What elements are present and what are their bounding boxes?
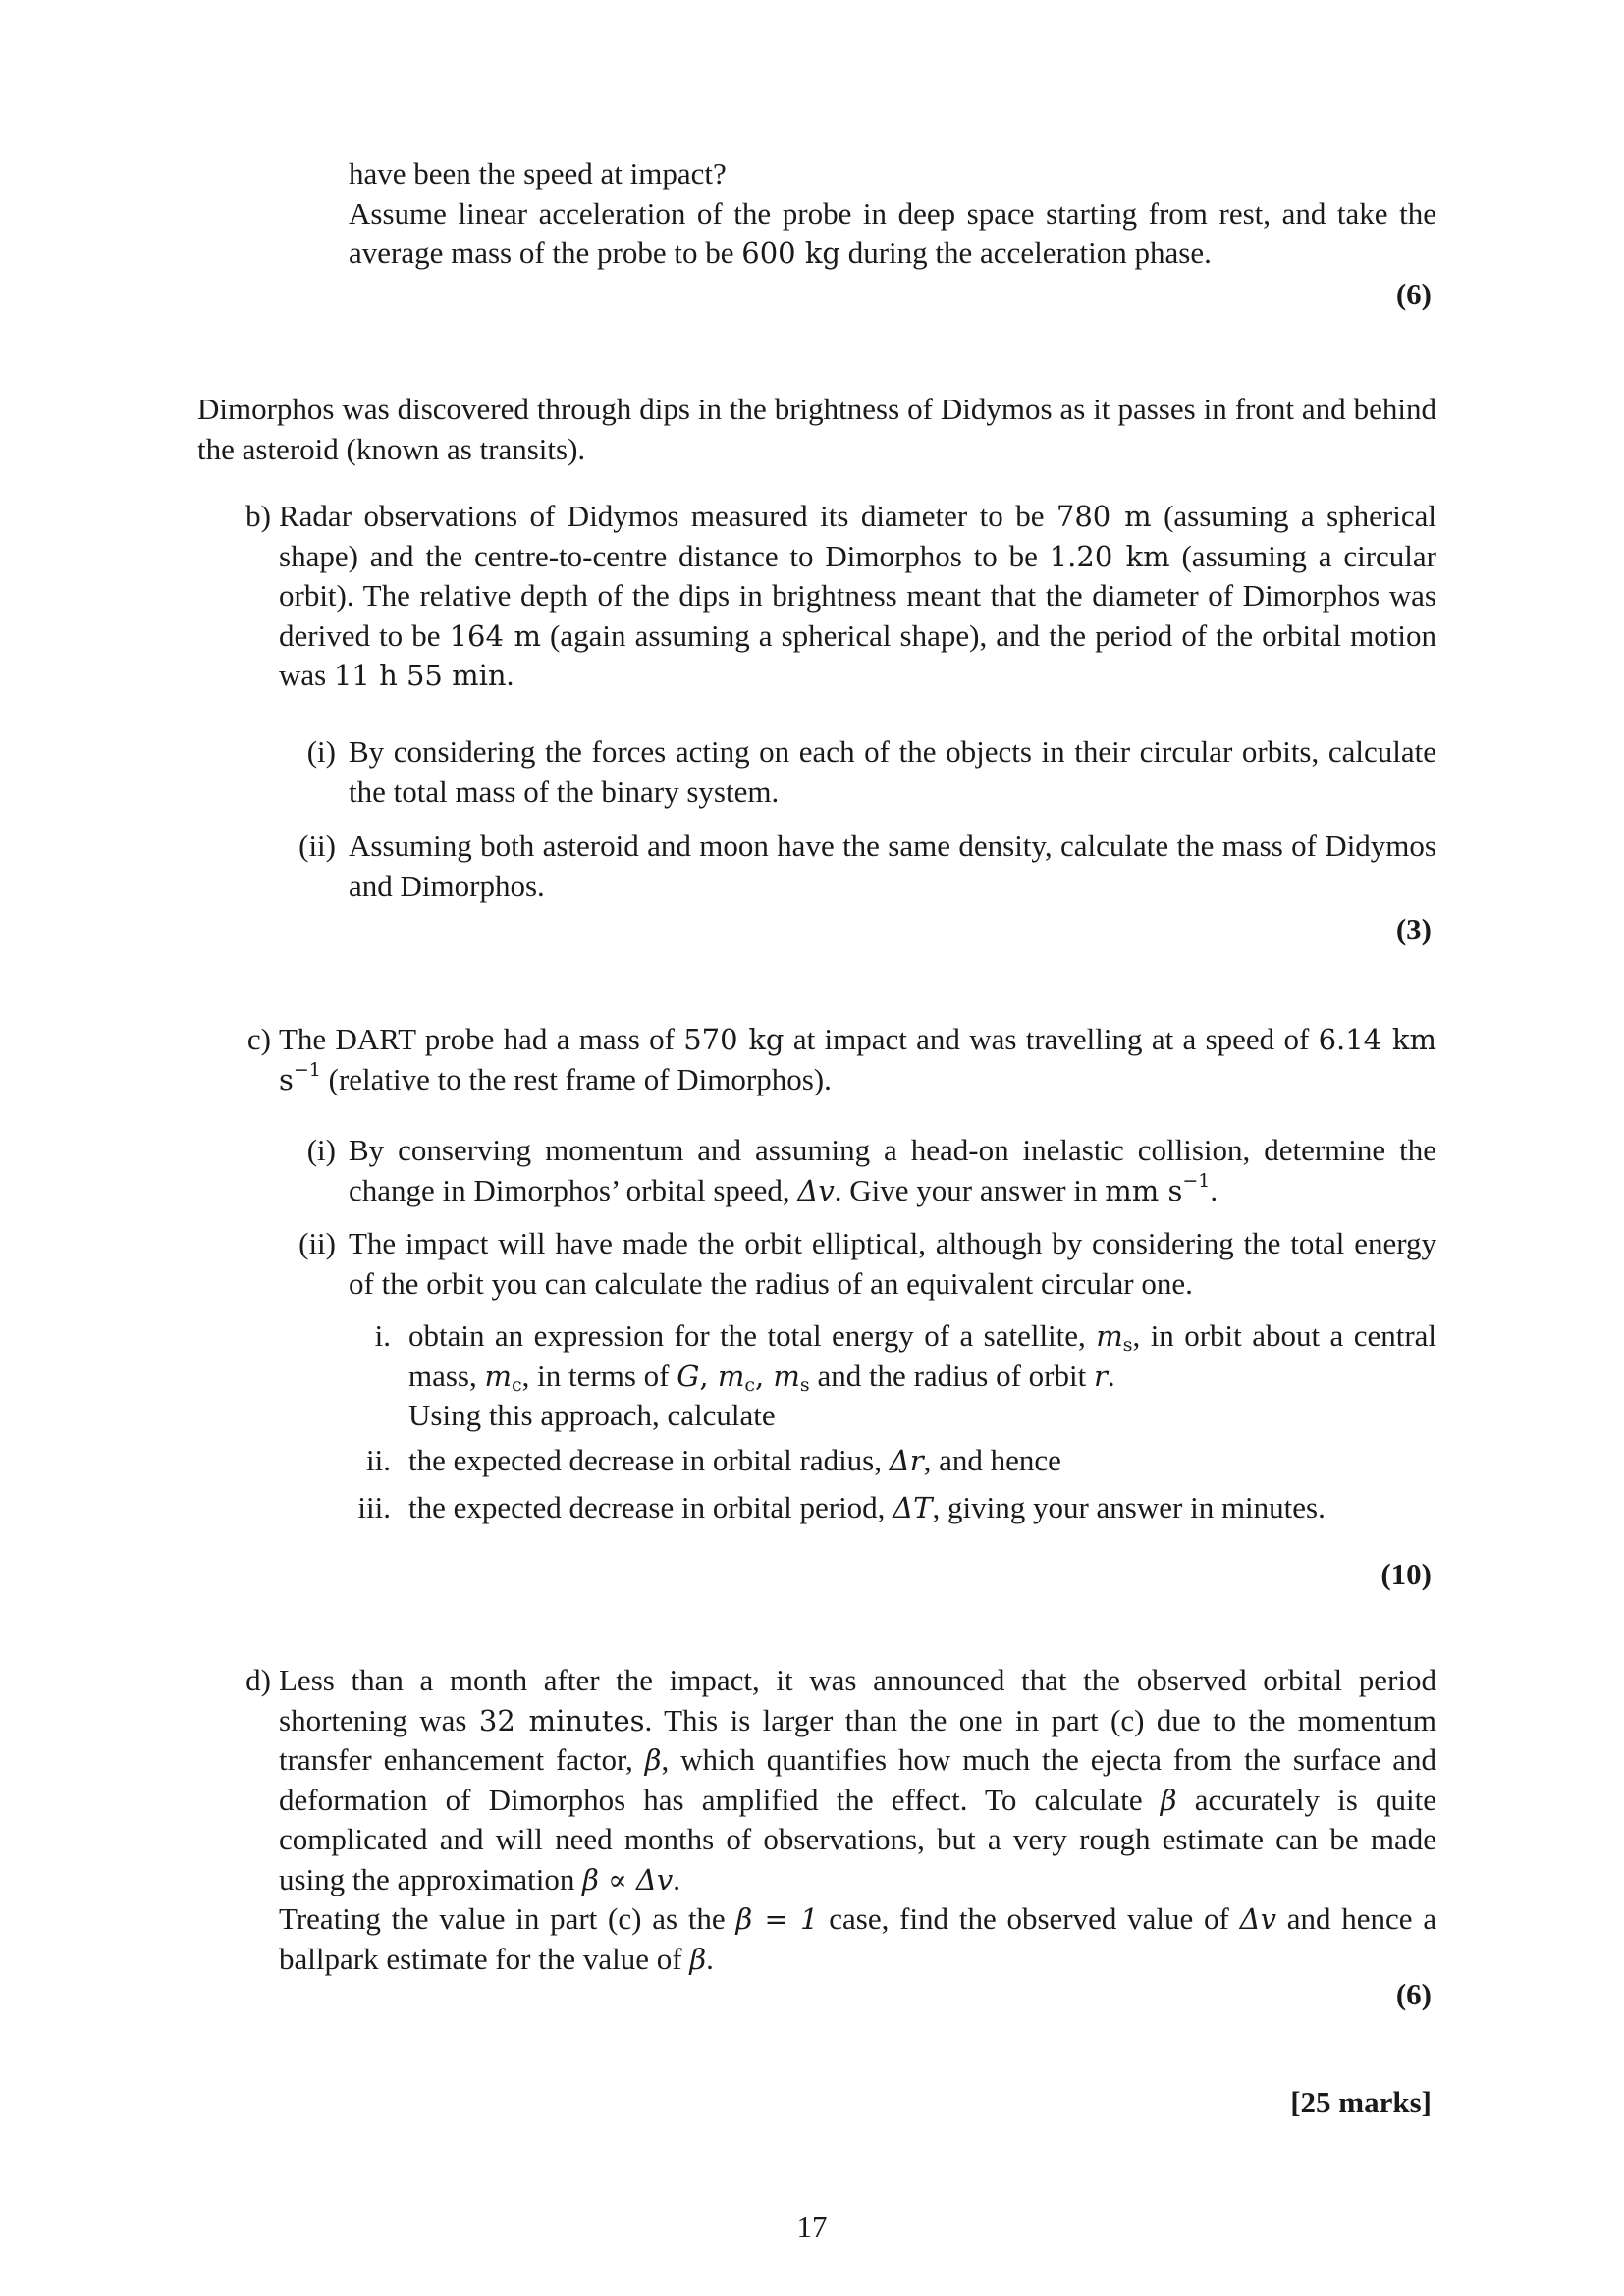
- part-b-marks: (3): [1395, 912, 1432, 946]
- sub-3-label: iii.: [357, 1490, 391, 1524]
- total-marks: [25 marks]: [1290, 2085, 1432, 2119]
- part-a-tail: [349, 154, 1436, 274]
- part-a-line1: have been the speed at impact?: [349, 156, 727, 190]
- sub-1-label: i.: [374, 1318, 391, 1353]
- part-c-i-label: (i): [306, 1133, 336, 1167]
- intro-paragraph: [197, 390, 1436, 469]
- part-c-i-text: By conserving momentum and assuming a head-on inelastic collision, determine the change in Dimorphos’ orbital speed, Δv. Give your answer in mm $s^{-1}$.: [349, 1133, 1436, 1207]
- part-c-ii-label: (ii): [298, 1226, 336, 1260]
- part-c-label: c): [246, 1022, 271, 1056]
- sub-1-text: obtain an expression for the total energy of a satellite, $m_s$, in orbit about a central mass, $m_c$, in terms of G, $m_c$, $m_s$ and the radius of orbit r. Using this approach, calculate: [408, 1318, 1437, 1432]
- part-d-text: Less than a month after the impact, it was announced that the observed orbital period shortening was 32 minutes. This is larger than the one in part (c) due to the momentum transfer enhancement factor, β, which quantifies how much the ejecta from the surface and deformation of Dimorphos has amplified the effect. To calculate β accurately is quite complicated and will need months of observations, but a very rough estimate can be made using the approximation β ∝ Δv. Treating the value in part (c) as the β = 1 case, find the observed value of Δv and hence a ballpark estimate for the value of β.: [279, 1663, 1437, 1976]
- part-d-marks: (6): [1395, 1977, 1432, 2011]
- sub-2-label: ii.: [366, 1443, 391, 1477]
- part-c-ii-text: The impact will have made the orbit elliptical, although by considering the total energy of the orbit you can calculate the radius of an equivalent circular one.: [349, 1226, 1436, 1301]
- probe-mass-value: 600 kg: [741, 237, 840, 270]
- part-a-line2: Assume linear acceleration of the probe in deep space starting from rest, and take the average mass of the probe to be 600 kg during the acceleration phase.: [349, 195, 1436, 270]
- part-b-ii-text: Assuming both asteroid and moon have the same density, calculate the mass of Didymos and Dimorphos.: [349, 828, 1436, 903]
- part-a-marks: (6): [1395, 277, 1432, 311]
- part-d-label: d): [245, 1663, 271, 1697]
- page-number: 17: [796, 2210, 828, 2244]
- sub-3-text: the expected decrease in orbital period, ΔT, giving your answer in minutes.: [408, 1490, 1326, 1524]
- part-b-ii-label: (ii): [298, 828, 336, 863]
- part-c-text: The DART probe had a mass of 570 kg at impact and was travelling at a speed of 6.14 km $s^{-1}$ (relative to the rest frame of Dimorphos).: [279, 1022, 1437, 1096]
- intro-text: Dimorphos was discovered through dips in the brightness of Didymos as it passes in front and behind the asteroid (known as transits).: [197, 392, 1436, 466]
- part-b-i-text: By considering the forces acting on each of the objects in their circular orbits, calculate the total mass of the binary system.: [349, 734, 1436, 809]
- sub-2-text: the expected decrease in orbital radius, Δr, and hence: [408, 1443, 1061, 1477]
- part-b-i-label: (i): [306, 734, 336, 769]
- part-b-label: b): [245, 499, 271, 533]
- part-c-marks: (10): [1380, 1557, 1432, 1591]
- part-b-text: Radar observations of Didymos measured its diameter to be 780 m (assuming a spherical shape) and the centre-to-centre distance to Dimorphos to be 1.20 km (assuming a circular orbit). The relative depth of the dips in brightness meant that the diameter of Dimorphos was derived to be 164 m (again assuming a spherical shape), and the period of the orbital motion was 11 h 55 min.: [279, 499, 1437, 692]
